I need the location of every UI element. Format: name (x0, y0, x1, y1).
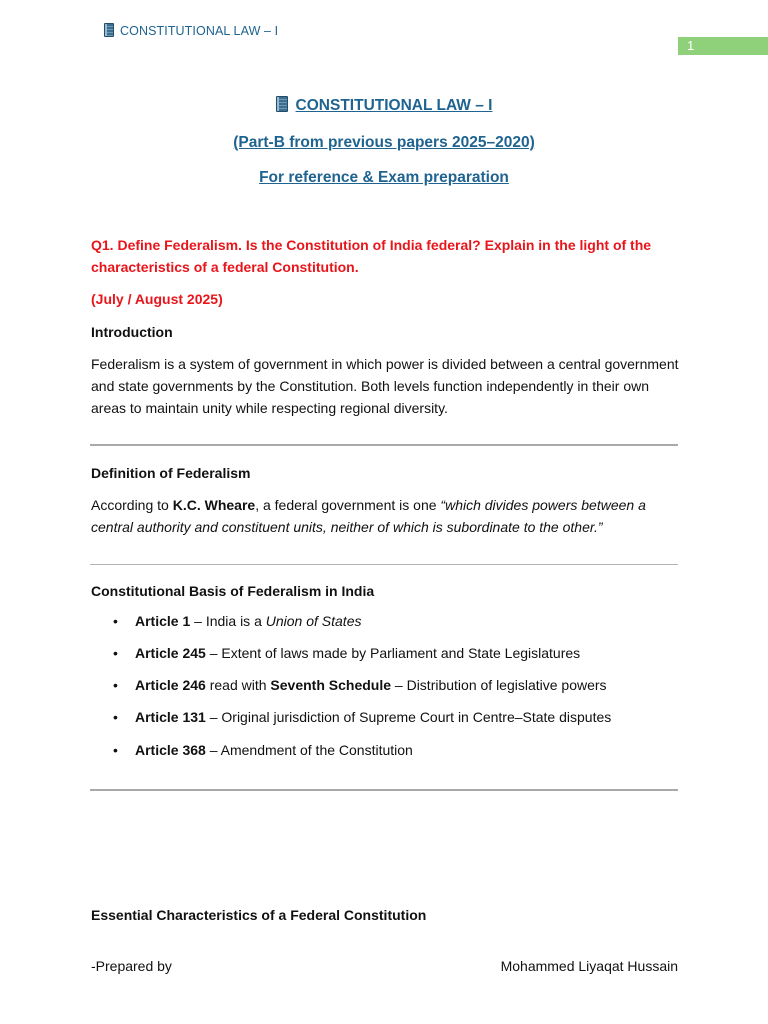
definition-author: K.C. Wheare (172, 497, 256, 513)
introduction-heading: Introduction (91, 324, 173, 340)
document-purpose: For reference & Exam preparation (259, 169, 509, 186)
book-icon (104, 23, 114, 37)
section-divider (90, 789, 678, 791)
running-header-text: CONSTITUTIONAL LAW – I (120, 24, 279, 38)
running-header (104, 23, 278, 38)
question-text: Q1. Define Federalism. Is the Constitution of India federal? Explain in the light of the characteristics of a federal Constitution. (91, 237, 652, 275)
section-divider (90, 564, 678, 565)
list-item: • Article 246 read with Seventh Schedule – Distribution of legislative powers (113, 677, 607, 693)
characteristics-heading: Essential Characteristics of a Federal Constitution (91, 907, 427, 923)
page-number-tab (678, 37, 768, 55)
document-subtitle: (Part-B from previous papers 2025–2020) (233, 134, 535, 151)
definition-middle: , a federal government is one (255, 497, 441, 513)
definition-prefix: According to (91, 497, 173, 513)
list-item: • Article 245 – Extent of laws made by Parliament and State Legislatures (113, 645, 581, 661)
basis-heading: Constitutional Basis of Federalism in India (91, 583, 375, 599)
footer-prepared-by: -Prepared by (91, 958, 172, 974)
list-item: • Article 1 – India is a Union of States (113, 613, 362, 629)
question-date: (July / August 2025) (91, 291, 223, 307)
document-title-text: CONSTITUTIONAL LAW – I (295, 97, 493, 114)
definition-heading: Definition of Federalism (91, 465, 251, 481)
footer-author: Mohammed Liyaqat Hussain (500, 958, 678, 974)
document-title (0, 96, 768, 115)
section-divider (90, 444, 678, 446)
introduction-body: Federalism is a system of government in which power is divided between a central government and state governments by the Constitution. Both levels function independently in their own areas to maintain unity while respecting regional diversity. (91, 356, 679, 416)
page-number: 1 (687, 38, 695, 53)
definition-quote: “which divides powers between a central authority and constituent units, neither of which is subordinate to the other.” (91, 497, 646, 535)
list-item: • Article 368 – Amendment of the Constitution (113, 742, 413, 758)
definition-body (91, 494, 681, 538)
list-item: • Article 131 – Original jurisdiction of Supreme Court in Centre–State disputes (113, 709, 612, 725)
book-icon (276, 96, 288, 112)
